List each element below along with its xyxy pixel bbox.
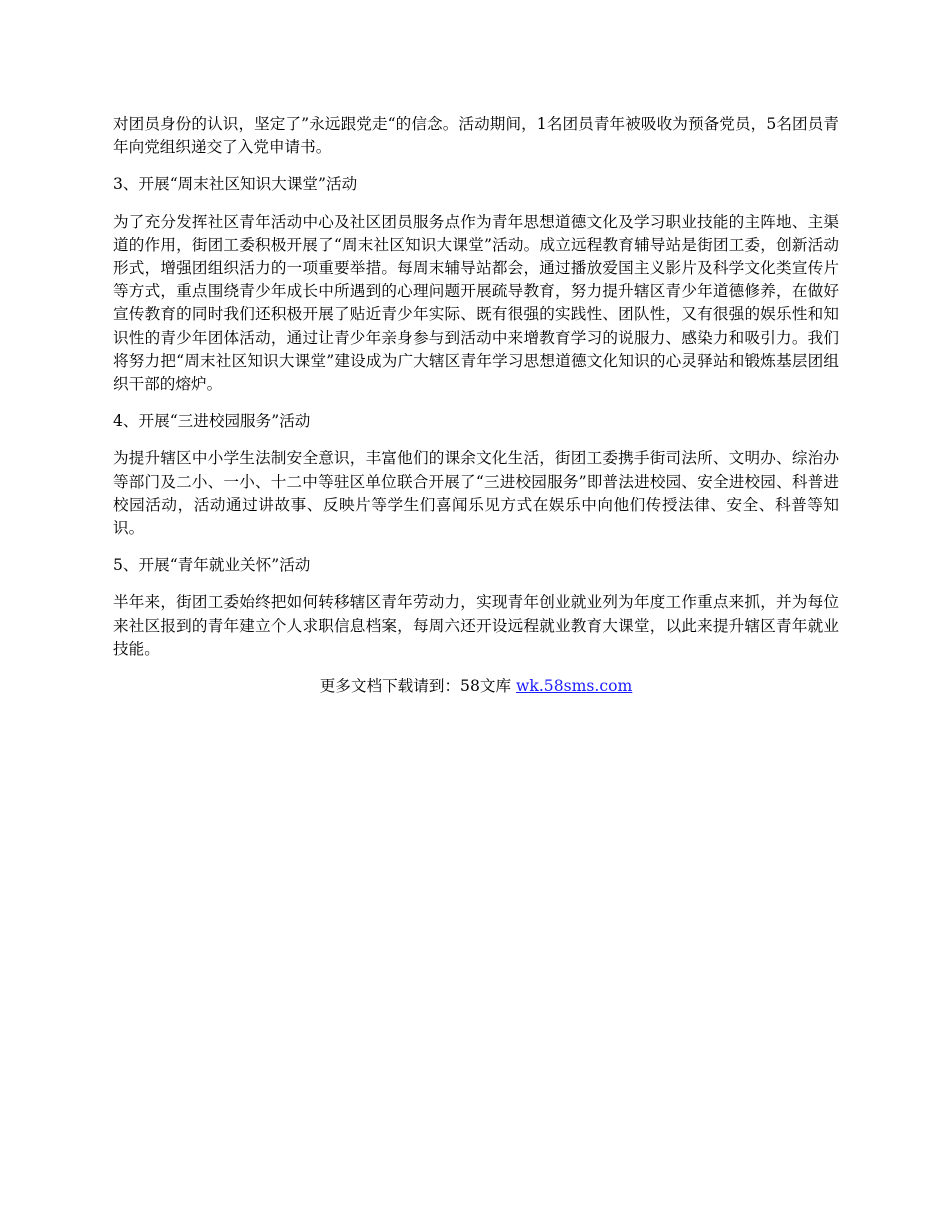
section-heading-employment-care: 5、开展“青年就业关怀”活动 (113, 556, 311, 575)
paragraph-weekend-classroom: 为了充分发挥社区青年活动中心及社区团员服务点作为青年思想道德文化及学习职业技能的主阵地、主渠道的作用，街团工委积极开展了“周末社区知识大课堂”活动。成立远程教育辅导站是街团工委，创新活动形式，增强团组织活力的一项重要举措。每周末辅导站都会，通过播放爱国主义影片及科学文化类宣传片等方式，重点围绕青少年成长中所遇到的心理问题开展疏导教育，努力提升辖区青少年道德修养，在做好宣传教育的同时我们还积极开展了贴近青少年实际、既有很强的实践性、团队性，又有很强的娱乐性和知识性的青少年团体活动，通过让青少年亲身参与到活动中来增教育学习的说服力、感染力和吸引力。我们将努力把“周末社区知识大课堂”建设成为广大辖区青年学习思想道德文化知识的心灵驿站和锻炼基层团组织干部的熔炉。 (113, 212, 839, 394)
footer-download-link[interactable]: wk.58sms.com (516, 677, 633, 696)
section-heading-weekend-classroom: 3、开展“周末社区知识大课堂”活动 (113, 175, 358, 194)
download-footer (113, 675, 839, 698)
footer-prefix: 更多文档下载请到：58文库 (319, 677, 517, 696)
paragraph-employment-care: 半年来，街团工委始终把如何转移辖区青年劳动力，实现青年创业就业列为年度工作重点来抓，并为每位来社区报到的青年建立个人求职信息档案，每周六还开设远程就业教育大课堂，以此来提升辖区青年就业技能。 (113, 593, 839, 658)
section-heading-campus-service: 4、开展“三进校园服务”活动 (113, 412, 311, 431)
paragraph-campus-service: 为提升辖区中小学生法制安全意识，丰富他们的课余文化生活，街团工委携手街司法所、文明办、综治办等部门及二小、一小、十二中等驻区单位联合开展了“三进校园服务”即普法进校园、安全进校园、科普进校园活动，活动通过讲故事、反映片等学生们喜闻乐见方式在娱乐中向他们传授法律、安全、科普等知识。 (113, 449, 839, 538)
paragraph-membership-belief: 对团员身份的认识，坚定了”永远跟党走“的信念。活动期间，1名团员青年被吸收为预备党员，5名团员青年向党组织递交了入党申请书。 (113, 115, 839, 157)
document-page (113, 113, 839, 698)
